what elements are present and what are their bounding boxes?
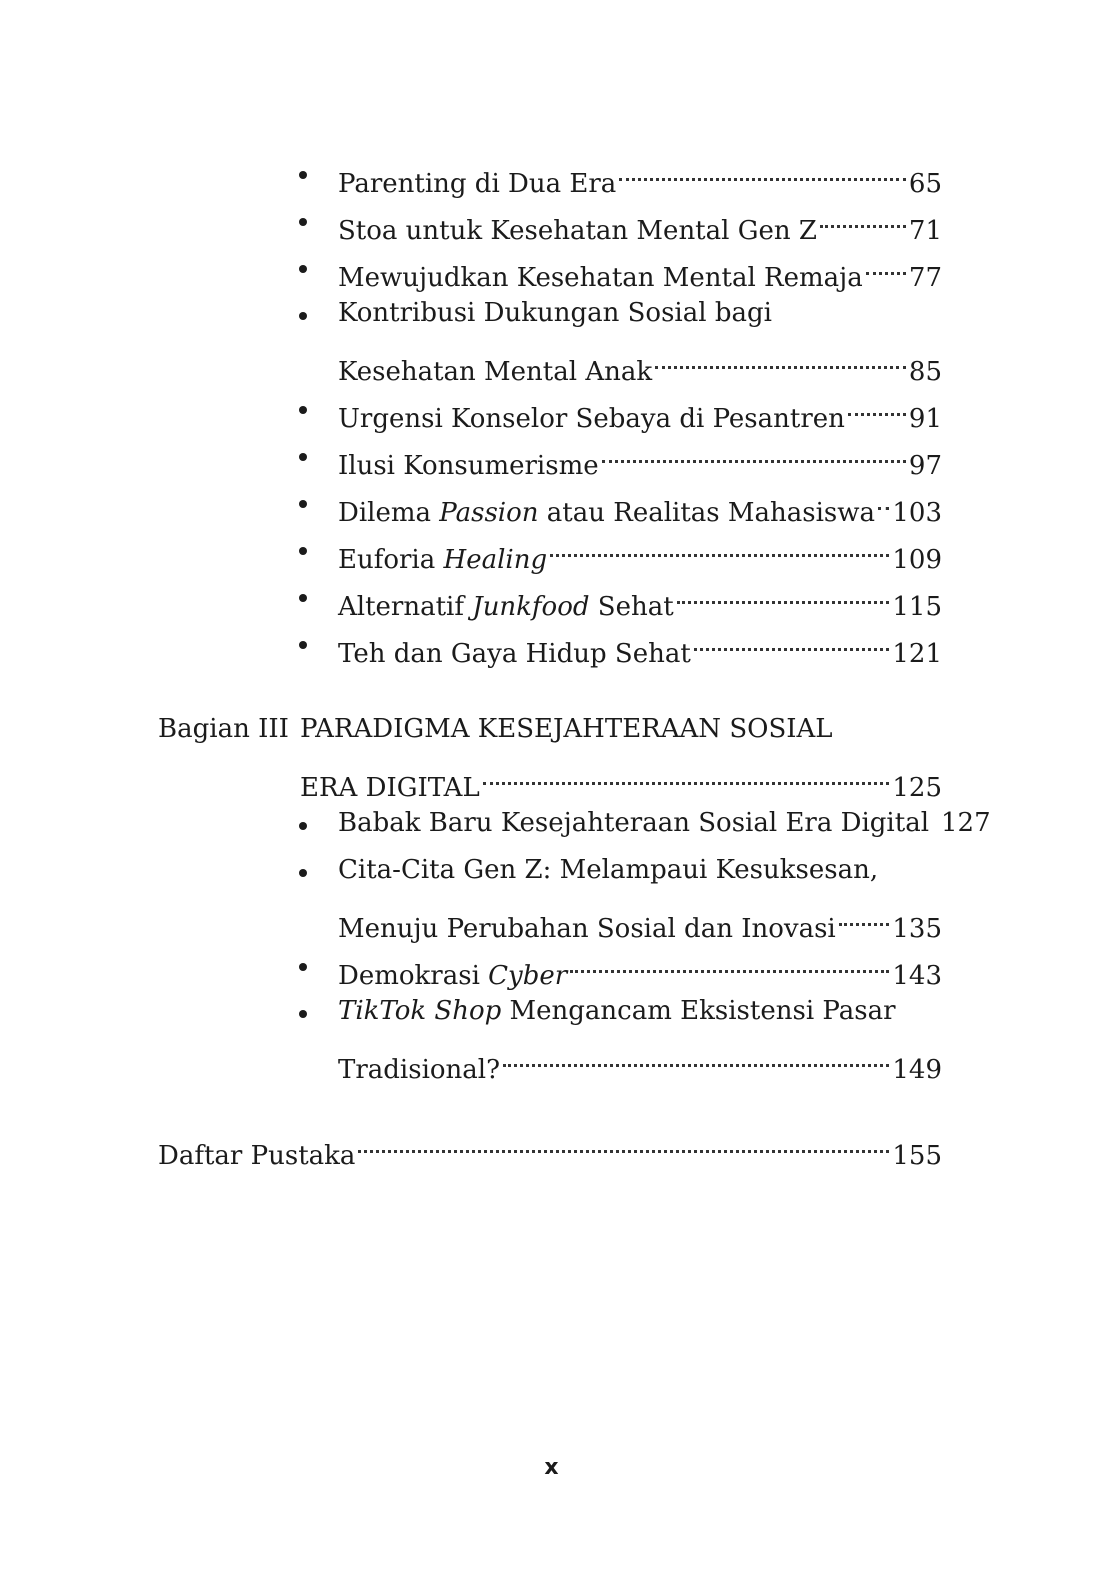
bullet	[297, 434, 309, 474]
entry-title-continued: Menuju Perubahan Sosial dan Inovasi	[338, 914, 836, 944]
dot-leader	[570, 944, 889, 984]
bullet	[297, 991, 309, 1031]
page-number: 115	[892, 592, 942, 622]
toc-entry[interactable]	[338, 246, 942, 293]
bullet	[297, 199, 309, 239]
bullet	[297, 246, 309, 286]
page-number: 103	[892, 498, 942, 528]
page-number: 125	[892, 773, 942, 803]
entry-title: Babak Baru Kesejahteraan Sosial Era Digital	[338, 808, 930, 838]
entry-title: Stoa untuk Kesehatan Mental Gen Z	[338, 216, 817, 246]
entry-title: Kontribusi Dukungan Sosial bagi	[338, 298, 772, 328]
page-number: 65	[908, 169, 942, 199]
dot-leader	[839, 897, 890, 937]
dot-leader	[866, 246, 906, 286]
toc-entry-line2[interactable]	[338, 1038, 942, 1085]
toc-entry-line2[interactable]	[338, 897, 942, 944]
entry-title: Cita-Cita Gen Z: Melampaui Kesuksesan,	[338, 855, 879, 885]
dot-leader	[483, 756, 890, 796]
page-number: 77	[908, 263, 942, 293]
dot-leader	[655, 340, 906, 380]
toc-entry[interactable]	[338, 434, 942, 481]
page-number: 155	[892, 1141, 942, 1171]
page-number: 149	[892, 1055, 942, 1085]
dot-leader	[602, 434, 906, 474]
dot-leader	[694, 622, 890, 662]
toc-entry-line2[interactable]	[338, 340, 942, 387]
page-folio: x	[544, 1455, 559, 1480]
bullet	[297, 622, 309, 662]
toc-entry-line1[interactable]	[338, 850, 942, 890]
dot-leader	[677, 575, 890, 615]
entry-title: Euforia Healing	[338, 545, 548, 575]
page-number: 127	[941, 808, 991, 838]
page-number: 109	[892, 545, 942, 575]
page-number: 135	[892, 914, 942, 944]
page-number: 91	[908, 404, 942, 434]
entry-title: TikTok Shop Mengancam Eksistensi Pasar	[338, 996, 896, 1026]
entry-title: Alternatif Junkfood Sehat	[338, 592, 674, 622]
toc-entry[interactable]	[338, 199, 942, 246]
dot-leader	[358, 1124, 889, 1164]
part-label: Bagian III	[158, 714, 289, 744]
entry-title: Daftar Pustaka	[158, 1141, 356, 1171]
toc-entry-line1[interactable]	[338, 991, 942, 1031]
entry-title: Demokrasi Cyber	[338, 961, 568, 991]
page-number: 85	[908, 357, 942, 387]
entry-title-continued: Kesehatan Mental Anak	[338, 357, 653, 387]
bullet	[297, 575, 309, 615]
toc-entry[interactable]	[338, 481, 942, 528]
dot-leader	[878, 481, 889, 521]
bullet	[297, 528, 309, 568]
bullet	[297, 152, 309, 192]
bullet	[297, 293, 309, 333]
entry-title: Urgensi Konselor Sebaya di Pesantren	[338, 404, 845, 434]
toc-entry[interactable]	[338, 622, 942, 669]
bullet	[297, 803, 309, 843]
bullet	[297, 387, 309, 427]
toc-entry[interactable]	[338, 803, 991, 843]
entry-title-continued: Tradisional?	[338, 1055, 501, 1085]
entry-title: Parenting di Dua Era	[338, 169, 617, 199]
dot-leader	[503, 1038, 889, 1078]
toc-entry-line1[interactable]	[338, 293, 942, 333]
page-number: 121	[892, 639, 942, 669]
dot-leader	[619, 152, 906, 192]
part-heading-line1[interactable]	[300, 709, 942, 749]
part-title: PARADIGMA KESEJAHTERAAN SOSIAL	[300, 714, 833, 744]
entry-title: Mewujudkan Kesehatan Mental Remaja	[338, 263, 863, 293]
toc-entry[interactable]	[338, 528, 942, 575]
dot-leader	[550, 528, 889, 568]
page-number: 143	[892, 961, 942, 991]
bullet	[297, 850, 309, 890]
part-heading-line2[interactable]	[300, 756, 942, 803]
toc-entry-bibliography[interactable]	[158, 1124, 942, 1171]
toc-entry[interactable]	[338, 152, 942, 199]
toc-entry[interactable]	[338, 575, 942, 622]
entry-title: Teh dan Gaya Hidup Sehat	[338, 639, 691, 669]
toc-entry[interactable]	[338, 387, 942, 434]
entry-title: Ilusi Konsumerisme	[338, 451, 599, 481]
dot-leader	[848, 387, 906, 427]
part-title-continued: ERA DIGITAL	[300, 773, 480, 803]
bullet	[297, 944, 309, 984]
toc-entry[interactable]	[338, 944, 942, 991]
page-number: 71	[908, 216, 942, 246]
dot-leader	[820, 199, 906, 239]
entry-title: Dilema Passion atau Realitas Mahasiswa	[338, 498, 876, 528]
bullet	[297, 481, 309, 521]
page-number: 97	[908, 451, 942, 481]
